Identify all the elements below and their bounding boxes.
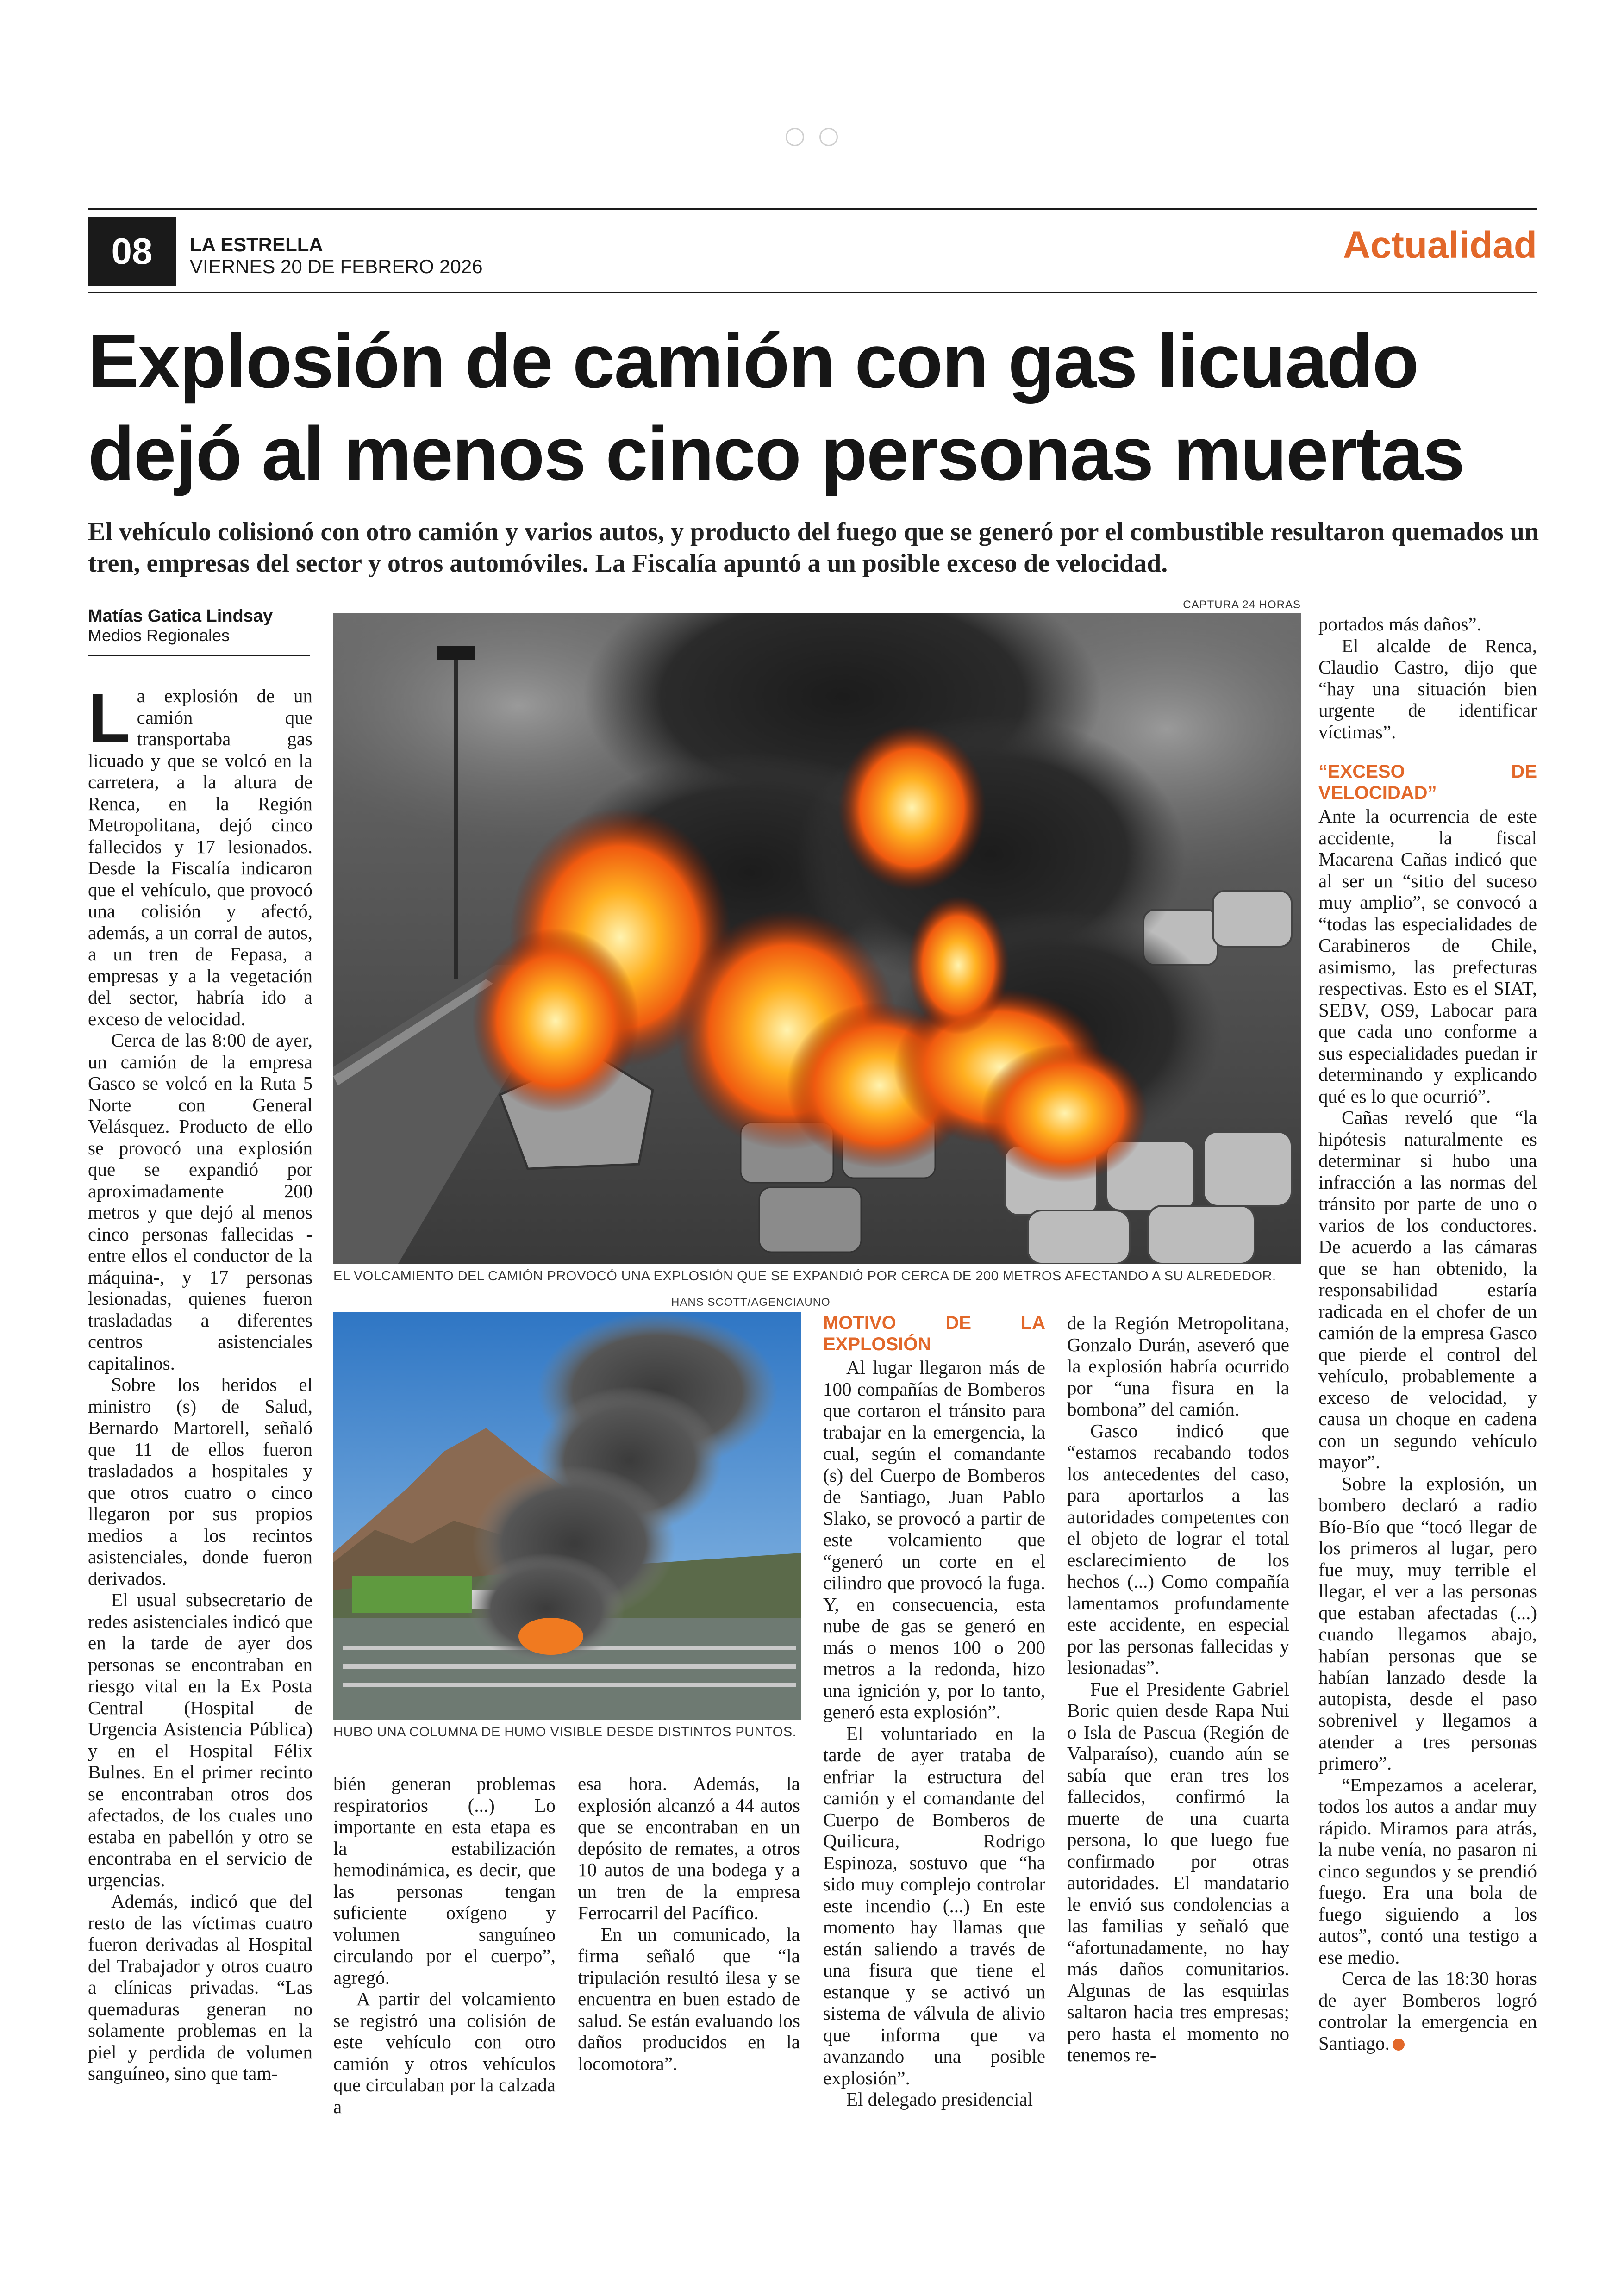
paragraph: a explosión de un camión que transportaba gas licuado y que se volcó en la carretera, a la altura de Renca, en la Región Metropolitana, dejó cinco fallecidos y 17 lesionados. Desde la Fiscalía indicaron que el vehículo, que provocó una colisión y afectó, además, a un corral de autos, a un tren de Fepasa, a empresas y a la vegetación del sector, habría ido a exceso de velocidad. bbox=[88, 685, 312, 1029]
paragraph-text: Cerca de las 18:30 horas de ayer Bomberos logró controlar la emergencia en Santiago. bbox=[1318, 1968, 1537, 2054]
headline-line-2: dejó al menos cinco personas muertas bbox=[88, 411, 1464, 496]
paragraph: Ante la ocurrencia de este accidente, la fiscal Macarena Cañas indicó que al ser un “sitio del suceso muy amplio”, se convocó a “todas las especialidades de Carabineros de Chile, asimismo, las prefecturas respectivas. Esto es el SIAT, SEBV, OS9, Labocar para que cada uno conforme a sus especialidades puedan ir determinando y explicando qué es lo que ocurrió”. bbox=[1318, 805, 1537, 1107]
byline-rule bbox=[88, 655, 310, 656]
article-column-2 bbox=[333, 1773, 556, 2117]
headline-line-1: Explosión de camión con gas licuado bbox=[88, 318, 1418, 404]
drop-cap: L bbox=[88, 679, 131, 757]
article-column-1 bbox=[88, 679, 312, 2084]
main-photo-credit: CAPTURA 24 HORAS bbox=[1183, 599, 1301, 611]
second-photo-smoke-column bbox=[333, 1312, 801, 1720]
article-column-3 bbox=[578, 1773, 800, 2074]
paragraph: Cerca de las 8:00 de ayer, un camión de la empresa Gasco se volcó en la Ruta 5 Norte con General Velásquez. Producto de ello se provocó una explosión que se expandió por aproximadamente 200 metros y que dejó al menos cinco personas fallecidas -entre ellos el conductor de la máquina-, y 17 personas lesionadas, quienes fueron trasladadas a diferentes centros asistenciales capitalinos. bbox=[88, 1029, 312, 1374]
byline-outlet: Medios Regionales bbox=[88, 626, 230, 645]
paragraph: Fue el Presidente Gabriel Boric quien desde Rapa Nui o Isla de Pascua (Región de Valparaíso), cuando aún se sabía que eran tres los fallecidos, confirmó la muerte de una cuarta persona, lo que luego fue confirmado por otras autoridades. El mandatario le envió sus condolencias a las familias y señaló que “afortunadamente, no hay más daños comunitarios. Algunas de las esquirlas saltaron hacia tres empresas; pero hasta el momento no tenemos re- bbox=[1067, 1678, 1289, 2065]
subhead-exceso: “EXCESO DE VELOCIDAD” bbox=[1318, 761, 1537, 803]
section-label: Actualidad bbox=[1343, 224, 1537, 266]
paragraph: “Empezamos a acelerar, todos los autos a andar muy rápido. Miramos para atrás, la nube venía, no pasaron ni cinco segundos y se prendió fuego. Era una bola de fuego siguiendo a los autos”, contó una testigo a ese medio. bbox=[1318, 1774, 1537, 1968]
scan-mark-right bbox=[819, 128, 838, 146]
paragraph: Además, indicó que del resto de las víctimas cuatro fueron derivadas al Hospital del Trabajador y otros cuatro a clínicas privadas. “Las quemaduras generan no solamente problemas en la piel y perdida de volumen sanguíneo, sino que tam- bbox=[88, 1890, 312, 2084]
paragraph: Al lugar llegaron más de 100 compañías de Bomberos que cortaron el tránsito para trabajar en la emergencia, la cual, según el comandante (s) del Cuerpo de Bomberos de Santiago, Juan Pablo Slako, se provocó a partir de este volcamiento que “generó un corte en el cilindro que provocó la fuga. Y, en consecuencia, esta nube de gas se generó en más o menos 100 o 200 metros a la redonda, hizo una ignición y, por lo tanto, generó esta explosión”. bbox=[823, 1357, 1045, 1722]
publication-name: LA ESTRELLA bbox=[190, 234, 323, 256]
second-photo-caption: HUBO UNA COLUMNA DE HUMO VISIBLE DESDE DISTINTOS PUNTOS. bbox=[333, 1725, 797, 1740]
publication-date: VIERNES 20 DE FEBRERO 2026 bbox=[190, 256, 483, 277]
paragraph: El alcalde de Renca, Claudio Castro, dijo que “hay una situación bien urgente de identificar víctimas”. bbox=[1318, 635, 1537, 742]
final-paragraph bbox=[1318, 1968, 1537, 2054]
end-mark-icon bbox=[1393, 2039, 1405, 2051]
paragraph: Sobre la explosión, un bombero declaró a radio Bío-Bío que “tocó llegar de los primeros al lugar, pero fue muy, muy terrible el llegar, el ver a las personas que estaban afectadas (...) cuando llegamos abajo, habían personas que se habían lanzado desde la autopista, desde el paso sobrenivel y llegamos a atender a tres personas primero”. bbox=[1318, 1472, 1537, 1774]
header-bottom-rule bbox=[88, 292, 1537, 293]
paragraph: Cañas reveló que “la hipótesis naturalmente es determinar si hubo una infracción a las normas del tránsito por parte de uno o varios de los conductores. De acuerdo a las cámaras que se han obtenido, la responsabilidad estaría radicada en el chofer de un camión de la empresa Gasco que pierde el control del vehículo, probablemente a exceso de velocidad, y causa un choque en cadena con un segundo vehículo mayor”. bbox=[1318, 1107, 1537, 1472]
scan-mark-left bbox=[786, 128, 804, 146]
paragraph: Gasco indicó que “estamos recabando todos los antecedentes del caso, para aportarlos a las autoridades competentes con el objeto de lograr el total esclarecimiento de los hechos (...) Como compañía lamentamos profundamente este accidente, en especial por las personas fallecidas y lesionadas”. bbox=[1067, 1420, 1289, 1678]
article-column-4 bbox=[823, 1312, 1045, 2110]
subhead-motivo: MOTIVO DE LA EXPLOSIÓN bbox=[823, 1313, 1045, 1354]
paragraph: esa hora. Además, la explosión alcanzó a 44 autos que se encontraban en un depósito de remates, a otros 10 autos de una bodega y a un tren de la empresa Ferrocarril del Pacífico. bbox=[578, 1773, 800, 1923]
main-photo-explosion bbox=[333, 613, 1301, 1264]
paragraph: bién generan problemas respiratorios (...) Lo importante en esta etapa es la estabilización hemodinámica, es decir, que las personas tengan suficiente oxígeno y volumen sanguíneo circulando por el cuerpo”, agregó. bbox=[333, 1773, 556, 1988]
headline bbox=[88, 315, 1542, 500]
paragraph: A partir del volcamiento se registró una colisión de este vehículo con otro camión y otros vehículos que circulaban por la calzada a bbox=[333, 1988, 556, 2117]
article-deck: El vehículo colisionó con otro camión y varios autos, y producto del fuego que se generó por el combustible resultaron quemados un tren, empresas del sector y otros automóviles. La Fiscalía apuntó a un posible exceso de velocidad. bbox=[88, 518, 1539, 578]
main-photo-caption: EL VOLCAMIENTO DEL CAMIÓN PROVOCÓ UNA EXPLOSIÓN QUE SE EXPANDIÓ POR CERCA DE 200 METROS AFECTANDO A SU ALREDEDOR. bbox=[333, 1269, 1276, 1284]
byline-author: Matías Gatica Lindsay bbox=[88, 606, 273, 626]
header-top-rule bbox=[88, 208, 1537, 210]
second-photo-credit: HANS SCOTT/AGENCIAUNO bbox=[671, 1296, 831, 1309]
article-column-6 bbox=[1318, 613, 1537, 2054]
page-number: 08 bbox=[88, 217, 176, 286]
paragraph: de la Región Metropolitana, Gonzalo Durán, aseveró que la explosión habría ocurrido por “una fisura en la bombona” del camión. bbox=[1067, 1312, 1289, 1420]
paragraph: portados más daños”. bbox=[1318, 613, 1481, 635]
paragraph: El voluntariado en la tarde de ayer trataba de enfriar la estructura del camión y el comandante del Cuerpo de Bomberos de Quilicura, Rodrigo Espinoza, sostuvo que “ha sido muy complejo controlar este incendio (...) En este momento hay llamas que están saliendo a través de una fisura que tiene el estanque y se activó un sistema de válvula de alivio que informa que va avanzando una posible explosión”. bbox=[823, 1722, 1045, 2089]
paragraph: El usual subsecretario de redes asistenciales indicó que en la tarde de ayer dos personas se encontraban en riesgo vital en la Ex Posta Central (Hospital de Urgencia Asistencia Pública) y en el Hospital Félix Bulnes. En el primer recinto se encontraban otros dos afectados, de los cuales uno estaba en pabellón y otro se encontraba en el servicio de urgencias. bbox=[88, 1589, 312, 1890]
paragraph: En un comunicado, la firma señaló que “la tripulación resultó ilesa y se encuentra en buen estado de salud. Se están evaluando los daños producidos en la locomotora”. bbox=[578, 1923, 800, 2074]
paragraph: El delegado presidencial bbox=[846, 2089, 1033, 2110]
paragraph: Sobre los heridos el ministro (s) de Salud, Bernardo Martorell, señaló que 11 de ellos fueron trasladados a hospitales y que otros cuatro o cinco llegaron por sus propios medios a los recintos asistenciales, donde fueron derivados. bbox=[88, 1374, 312, 1589]
article-column-5 bbox=[1067, 1312, 1289, 2066]
